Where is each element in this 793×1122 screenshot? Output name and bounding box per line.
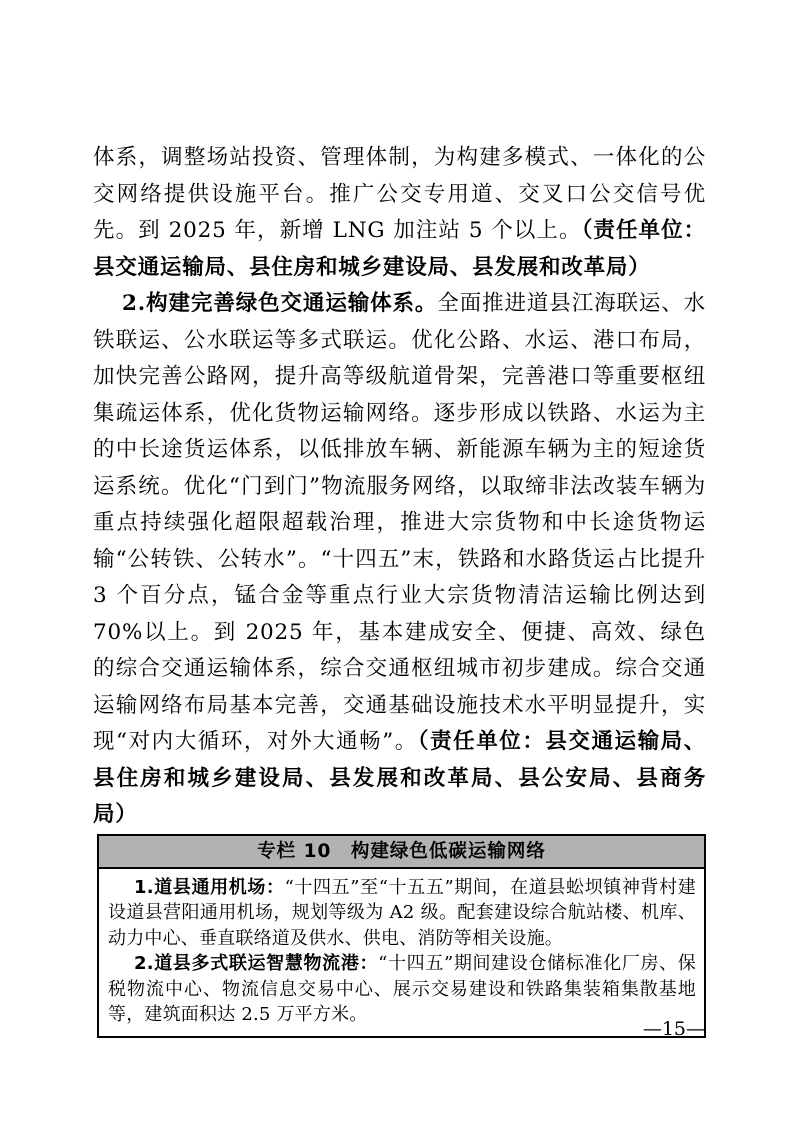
paragraph-1-responsibility: （责任单位：县交通运输局、县住房和城乡建设局、县发展和改革局） (93, 218, 706, 280)
feature-box-item-1 (108, 875, 696, 952)
feature-box-body (99, 869, 704, 1036)
paragraph-2-heading: 2.构建完善绿色交通运输体系。 (122, 291, 438, 316)
feature-box-item-2 (108, 951, 696, 1028)
paragraph-1 (93, 140, 706, 286)
paragraph-2-responsibility: （责任单位：县交通运输局、县住房和城乡建设局、县发展和改革局、县公安局、县商务局） (93, 729, 706, 827)
page-body-text (93, 140, 706, 1038)
feature-box-column-10 (97, 834, 706, 1038)
feature-box-item-1-text: “十四五”至“十五五”期间，在道县蚣坝镇神背村建设道县营阳通用机场，规划等级为 A2 级。配套建设综合航站楼、机库、动力中心、垂直联络道及供水、供电、消防等相关设施。 (108, 876, 696, 949)
feature-box-item-2-text: “十四五”期间建设仓储标准化厂房、保税物流中心、物流信息交易中心、展示交易建设和铁路集装箱集散基地等，建筑面积达 2.5 万平方米。 (108, 953, 696, 1025)
paragraph-2 (93, 286, 706, 834)
feature-box-item-2-lead: 2.道县多式联运智慧物流港： (134, 953, 379, 974)
feature-box-title: 专栏 10 构建绿色低碳运输网络 (99, 836, 704, 869)
page-number: —15— (642, 1018, 705, 1040)
feature-box-item-1-lead: 1.道县通用机场： (134, 876, 285, 898)
paragraph-1-text: 体系，调整场站投资、管理体制，为构建多模式、一体化的公交网络提供设施平台。推广公交专用道、交叉口公交信号优先。到 2025 年，新增 LNG 加注站 5 个以上。 (93, 145, 706, 243)
paragraph-2-text: 全面推进道县江海联运、水铁联运、公水联运等多式联运。优化公路、水运、港口布局，加快完善公路网，提升高等级航道骨架，完善港口等重要枢纽集疏运体系，优化货物运输网络。逐步形成以铁路、水运为主的中长途货运体系，以低排放车辆、新能源车辆为主的短途货运系统。优化“门到门”物流服务网络，以取缔非法改装车辆为重点持续强化超限超载治理，推进大宗货物和中长途货物运输“公转铁、公转水”。“十四五”末，铁路和水路货运占比提升 3 个百分点，锰合金等重点行业大宗货物清洁运输比例达到 70%以上。到 2025 年，基本建成安全、便捷、高效、绿色的综合交通运输体系，综合交通枢纽城市初步建成。综合交通运输网络布局基本完善，交通基础设施技术水平明显提升，实现“对内大循环，对外大通畅”。 (93, 291, 706, 754)
